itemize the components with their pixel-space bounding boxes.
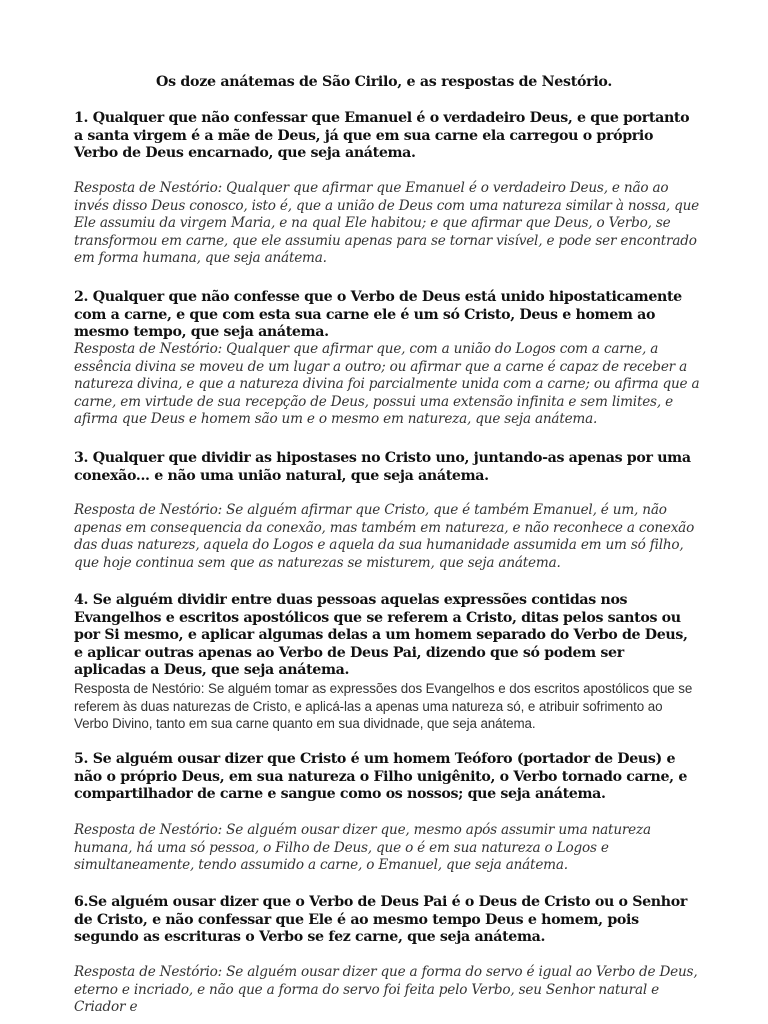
anathema-1: 1. Qualquer que não confessar que Emanuel é o verdadeiro Deus, e que portanto a santa virgem é a mãe de Deus, já que em sua carne ela carregou o próprio Verbo de Deus encarnado, que seja anátema. [74, 110, 690, 162]
document-title: Os doze anátemas de São Cirilo, e as respostas de Nestório. [156, 74, 612, 90]
response-5: Resposta de Nestório: Se alguém ousar dizer que, mesmo após assumir uma natureza humana, há uma só pessoa, o Filho de Deus, que o é em sua natureza o Logos e simultaneamente, tendo assumido a carne, o Emanuel, que seja anátema. [74, 822, 651, 874]
anathema-5: 5. Se alguém ousar dizer que Cristo é um homem Teóforo (portador de Deus) e não o próprio Deus, em sua natureza o Filho unigênito, o Verbo tornado carne, e compartilhador de carne e sangue como os nossos; que seja anátema. [74, 751, 688, 803]
anathema-6: 6.Se alguém ousar dizer que o Verbo de Deus Pai é o Deus de Cristo ou o Senhor de Cristo, e não confessar que Ele é ao mesmo tempo Deus e homem, pois segundo as escrituras o Verbo se fez carne, que seja anátema. [74, 894, 687, 946]
response-6: Resposta de Nestório: Se alguém ousar dizer que a forma do servo é igual ao Verbo de Deus, eterno e incriado, e não que a forma do servo foi feita pelo Verbo, seu Senhor natural e Criador e [74, 964, 698, 1016]
response-2: Resposta de Nestório: Qualquer que afirmar que, com a união do Logos com a carne, a essência divina se moveu de um lugar a outro; ou afirmar que a carne é capaz de receber a natureza divina, e que a natureza divina foi parcialmente unida com a carne; ou afirma que a carne, em virtude de sua recepção de Deus, possui uma extensão infinita e sem limites, e afirma que Deus e homem são um e o mesmo em natureza, que seja anátema. [74, 341, 700, 428]
response-3: Resposta de Nestório: Se alguém afirmar que Cristo, que é também Emanuel, é um, não apenas em consequencia da conexão, mas também em natureza, e não reconhece a conexão das duas naturezs, aquela do Logos e aquela da sua humanidade assumida em um só filho, que hoje continua sem que as naturezas se misturem, que seja anátema. [74, 502, 695, 571]
anathema-3: 3. Qualquer que dividir as hipostases no Cristo uno, juntando-as apenas por uma conexão... e não uma união natural, que seja anátema. [74, 450, 691, 484]
response-1: Resposta de Nestório: Qualquer que afirmar que Emanuel é o verdadeiro Deus, e não ao invés disso Deus conosco, isto é, que a união de Deus com uma natureza similar à nossa, que Ele assumiu da virgem Maria, e na qual Ele habitou; e que afirmar que Deus, o Verbo, se transformou em carne, que ele assumiu apenas para se tornar visível, e pode ser encontrado em forma humana, que seja anátema. [74, 180, 700, 267]
anathema-2: 2. Qualquer que não confesse que o Verbo de Deus está unido hipostaticamente com a carne, e que com esta sua carne ele é um só Cristo, Deus e homem ao mesmo tempo, que seja anátema. [74, 289, 682, 341]
anathema-4: 4. Se alguém dividir entre duas pessoas aquelas expressões contidas nos Evangelhos e escritos apostólicos que se referem a Cristo, ditas pelos santos ou por Si mesmo, e aplicar algumas delas a um homem separado do Verbo de Deus, e aplicar outras apenas ao Verbo de Deus Pai, dizendo que só podem ser aplicadas a Deus, que seja anátema. [74, 592, 688, 679]
response-4: Resposta de Nestório: Se alguém tomar as expressões dos Evangelhos e dos escritos apostólicos que se referem às duas naturezas de Cristo, e aplicá-las a apenas uma natureza só, e atribuir sofrimento ao Verbo Divino, tanto em sua carne quanto em sua dividnade, que seja anátema. [74, 681, 693, 732]
